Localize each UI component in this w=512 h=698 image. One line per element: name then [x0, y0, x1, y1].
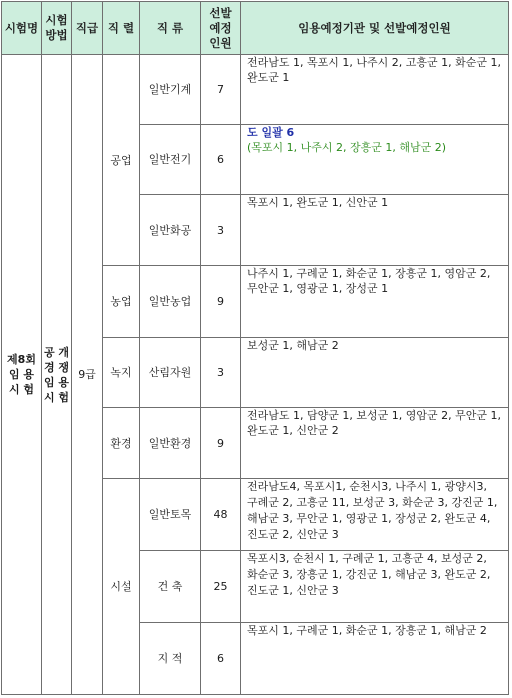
job-cell: 일반농업: [139, 265, 201, 338]
agencies-cell: 목포시 1, 완도군 1, 신안군 1: [240, 194, 509, 266]
quota-cell: 6: [200, 622, 241, 695]
series-cell-facilities: 시설: [102, 478, 140, 695]
quota-cell: 7: [200, 54, 241, 125]
header-job: 직 류: [139, 1, 201, 55]
header-series: 직 렬: [102, 1, 140, 55]
exam-name-cell: 제8회 임 용 시 험: [1, 54, 42, 695]
quota-cell: 3: [200, 337, 241, 408]
series-cell-agriculture: 농업: [102, 265, 140, 338]
job-cell: 일반환경: [139, 407, 201, 479]
job-cell: 지 적: [139, 622, 201, 695]
series-cell-greenery: 녹지: [102, 337, 140, 408]
quota-cell: 6: [200, 124, 241, 195]
job-cell: 산림자원: [139, 337, 201, 408]
agencies-cell: 전라남도4, 목포시1, 순천시3, 나주시 1, 광양시3, 구례군 2, 고흥군 11, 보성군 3, 화순군 3, 강진군 1, 해남군 3, 무안군 1, 영광군 1, 장성군 2, 완도군 4, 진도군 2, 신안군 3: [240, 478, 509, 551]
grade-cell: 9급: [71, 54, 103, 695]
job-cell: 일반전기: [139, 124, 201, 195]
agencies-cell: 목포시3, 순천시 1, 구례군 1, 고흥군 4, 보성군 2, 화순군 3, 장흥군 1, 강진군 1, 해남군 3, 완도군 2, 진도군 1, 신안군 3: [240, 550, 509, 623]
job-cell: 건 축: [139, 550, 201, 623]
header-grade: 직급: [71, 1, 103, 55]
job-cell: 일반화공: [139, 194, 201, 266]
agencies-cell: 전라남도 1, 담양군 1, 보성군 1, 영암군 2, 무안군 1, 완도군 1, 신안군 2: [240, 407, 509, 479]
header-exam-name: 시험명: [1, 1, 42, 55]
agencies-cell: 보성군 1, 해남군 2: [240, 337, 509, 408]
bulk-quota-note: 도 일괄 6: [247, 126, 295, 139]
agencies-cell: 전라남도 1, 목포시 1, 나주시 2, 고흥군 1, 화순군 1, 완도군 1: [240, 54, 509, 125]
quota-cell: 9: [200, 265, 241, 338]
quota-cell: 3: [200, 194, 241, 266]
job-cell: 일반토목: [139, 478, 201, 551]
agencies-cell: 목포시 1, 구례군 1, 화순군 1, 장흥군 1, 해남군 2: [240, 622, 509, 695]
agencies-cell: [240, 124, 509, 195]
header-agencies: 임용예정기관 및 선발예정인원: [240, 1, 509, 55]
bulk-quota-breakdown: (목포시 1, 나주시 2, 장흥군 1, 해남군 2): [247, 141, 447, 154]
series-cell-environment: 환경: [102, 407, 140, 479]
quota-cell: 25: [200, 550, 241, 623]
agencies-cell: 나주시 1, 구례군 1, 화순군 1, 장흥군 1, 영암군 2, 무안군 1, 영광군 1, 장성군 1: [240, 265, 509, 338]
series-cell-industry: 공업: [102, 54, 140, 266]
quota-cell: 48: [200, 478, 241, 551]
job-cell: 일반기계: [139, 54, 201, 125]
header-exam-method: 시험 방법: [41, 1, 72, 55]
exam-method-cell: 공 개 경 쟁 임 용 시 험: [41, 54, 72, 695]
header-quota: 선발 예정 인원: [200, 1, 241, 55]
quota-cell: 9: [200, 407, 241, 479]
